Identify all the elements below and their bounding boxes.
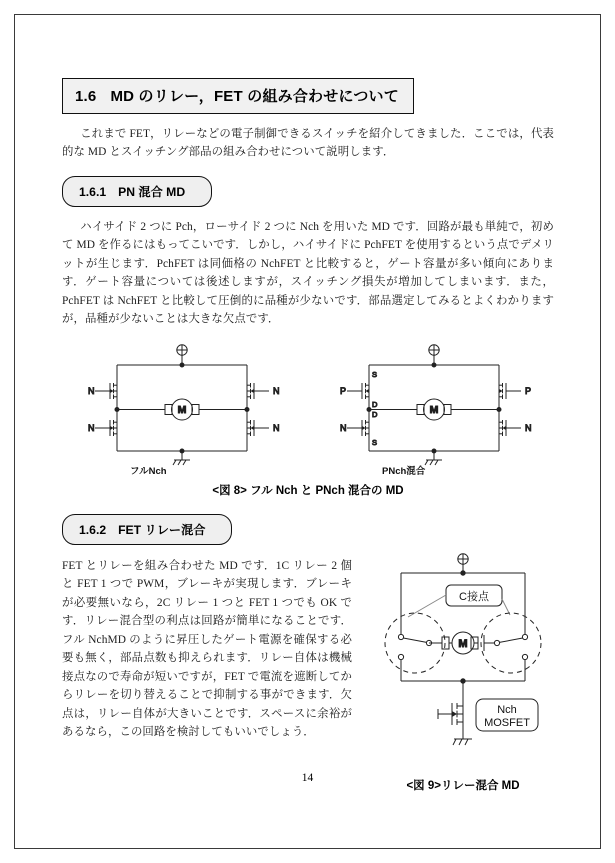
section-title-text: MD のリレー，FET の組み合わせについて bbox=[110, 88, 399, 105]
right-terminal-label-d1: D bbox=[372, 399, 378, 409]
right-terminal-label-s2: S bbox=[372, 437, 378, 447]
right-fet-label-q4: N bbox=[525, 422, 532, 433]
relay-ground-symbol bbox=[453, 739, 472, 745]
figure-8-caption: <図 8> フル Nch と PNch 混合の MD bbox=[212, 484, 404, 497]
right-fet-label-q2: P bbox=[525, 385, 532, 396]
subsection-heading-1-6-1 bbox=[62, 176, 212, 207]
section-heading-1-6 bbox=[62, 78, 414, 114]
right-diagram-name: PNch混合 bbox=[382, 465, 426, 476]
section-number: 1.6 bbox=[75, 88, 97, 105]
right-terminal-label-s1: S bbox=[372, 369, 378, 379]
subsection-number: 1.6.1 bbox=[79, 184, 107, 199]
left-fet-label-q4: N bbox=[273, 422, 280, 433]
c-contact-callout-label: C接点 bbox=[459, 590, 489, 603]
subsection-heading-1-6-2 bbox=[62, 514, 232, 545]
right-fet-label-q1: P bbox=[340, 385, 347, 396]
left-fet-label-q2: N bbox=[273, 385, 280, 396]
left-text-column bbox=[62, 551, 352, 793]
figure-8-diagrams bbox=[62, 341, 554, 476]
figure-9-caption: <図 9>リレー混合 MD bbox=[406, 779, 520, 792]
figure-9-diagram bbox=[368, 551, 558, 773]
right-fet-label-q3: N bbox=[340, 422, 347, 433]
right-motor-label: M bbox=[429, 403, 439, 416]
page-content bbox=[62, 78, 554, 793]
left-diagram-name: フルNch bbox=[130, 465, 167, 476]
figure-9 bbox=[368, 551, 558, 793]
mosfet-callout-line2: MOSFET bbox=[484, 716, 530, 729]
subsection-2-paragraph: FET とリレーを組み合わせた MD です．1C リレー 2 個と FET 1 つで PWM，ブレーキが実現します．ブレーキが必要無いなら，2C リレー 1 つと FET 1 つでも OK です．リレー混合型の利点は回路が簡単になることです．フル NchMD のように昇圧したゲート電源を確保する必要も無く，部品点数も抑えられます．リレー自体は機械接点なので寿命が短いですが，FET で電流を遮断してからリレーを切り替えることで抑制する事ができます．欠点は，リレー自体が大きいことです．スペースに余裕があるなら，この回路を検討してもいいでしょう． bbox=[62, 559, 352, 738]
figure-8 bbox=[62, 341, 554, 498]
page-number: 14 bbox=[301, 772, 314, 784]
left-ground-symbol bbox=[173, 460, 190, 465]
subsection-2-title-text: FET リレー混合 bbox=[118, 522, 206, 537]
right-ground-symbol bbox=[425, 460, 442, 465]
subsection-title-text: PN 混合 MD bbox=[118, 184, 186, 199]
left-fet-label-q1: N bbox=[88, 385, 95, 396]
mosfet-callout-line1: Nch bbox=[497, 703, 517, 716]
section-intro-paragraph: これまで FET，リレーなどの電子制御できるスイッチを紹介してきました．ここでは，代表的な MD とスイッチング部品の組み合わせについて説明します． bbox=[62, 128, 554, 159]
right-terminal-label-d2: D bbox=[372, 409, 378, 419]
relay-motor-label: M bbox=[458, 637, 468, 650]
left-motor-label: M bbox=[177, 403, 187, 416]
subsection-2-number: 1.6.2 bbox=[79, 522, 107, 537]
subsection-1-paragraph: ハイサイド 2 つに Pch，ローサイド 2 つに Nch を用いた MD です．回路が最も単純で，初めて MD を作るにはもってこいです．しかし，ハイサイドに PchFET を使用するという点でデメリットが生じます．PchFET は同価格の NchFET と比較すると，ゲート容量が多い傾向にあります．ゲート容量については後述しますが，スイッチング損失が増加してしまいます．また，PchFET は NchFET と比較して圧倒的に品種が少ないです．部品選定してみるとよくわかりますが，品種が少ないことは大きな欠点です． bbox=[62, 220, 554, 326]
left-fet-label-q3: N bbox=[88, 422, 95, 433]
two-column-block bbox=[62, 551, 554, 793]
